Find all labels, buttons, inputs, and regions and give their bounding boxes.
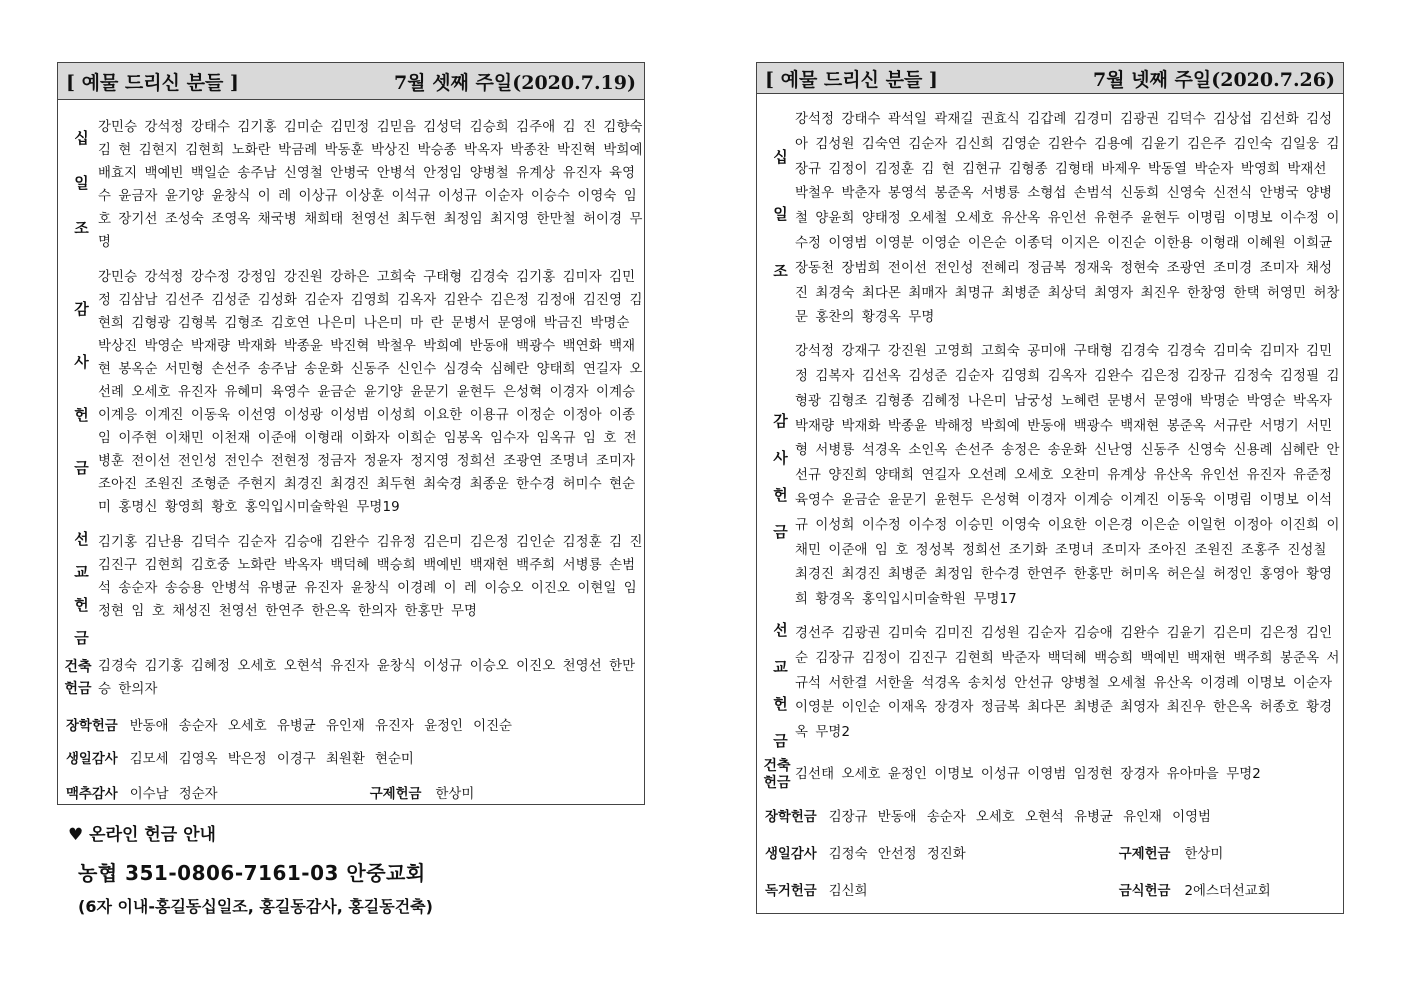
offering-date: 7월 넷째 주일(2020.7.26)	[1093, 68, 1335, 91]
mission-names: 경선주 김광권 김미숙 김미진 김성원 김순자 김승애 김완수 김윤기 김은미 김은정 김인순 김장규 김정이 김진구 김현희 박준자 백덕혜 백승희 백예빈 백재현 백주희 봉준옥 서규석 서한결 서한울 석경옥 송치성 안선규 양병철 오세철 유산옥 이경례 이명보 이순자 이영분 이인순 이재옥 장경자 정금복 최다몬 최병준 최영자 최진우 한은옥 허종호 황경옥 무명2	[795, 625, 1340, 741]
offering-list-week4	[756, 62, 1344, 914]
scholarship-row	[58, 715, 644, 734]
scholarship-names: 김장규 반동애 송순자 오세호 오현석 유병균 유인재 이영범	[828, 809, 1211, 825]
scholarship-row	[757, 806, 1343, 825]
tithe-section	[58, 116, 644, 254]
tithe-names: 강석정 강태수 곽석일 곽재길 권효식 김갑례 김경미 김광권 김덕수 김상섭 김선화 김성아 김성원 김숙연 김순자 김신희 김영순 김완수 김용예 김윤기 김은주 김인숙 김일웅 김장규 김정이 김정훈 김 현 김현규 김형종 김형태 바제우 박동열 박순자 박영희 박재선 박철우 박춘자 봉영석 봉준옥 서병룡 소형섭 손범석 신동희 신영숙 신전식 안병국 양병철 양윤희 양태정 오세철 오세호 유산옥 유인선 유현주 윤현두 이명림 이명보 이수정 이수정 이영범 이영분 이영순 이은순 이종덕 이지은 이진순 이한용 이형래 이혜원 이희균 장동천 장범희 전이선 전인성 전혜리 정금복 정재욱 정현숙 조광연 조미경 조미자 채성진 최경숙 최다몬 최매자 최명규 최병준 최상덕 최영자 최진우 한창영 한택 허영민 허창문 홍찬의 황경옥 무명	[795, 112, 1340, 326]
geumsik-names: 2에스더선교회	[1184, 883, 1271, 899]
offering-date: 7월 셋째 주일(2020.7.19)	[394, 71, 636, 94]
relief-names: 한상미	[1184, 846, 1224, 862]
mission-label: 선 교 헌 금	[72, 531, 90, 645]
thanks-label: 감 사 헌 금	[72, 300, 90, 485]
birthday-row	[58, 748, 644, 767]
tithe-section	[757, 108, 1343, 331]
bank-account: 농협 351-0806-7161-03 안중교회	[78, 861, 426, 885]
mission-section	[58, 531, 644, 645]
dokgeo-label: 독거헌금	[765, 883, 817, 899]
thanks-names: 강민승 강석정 강수정 강정임 강진원 강하은 고희숙 구태형 김경숙 김기홍 김미자 김민정 김삼남 김선주 김성준 김성화 김순자 김영희 김옥자 김완수 김은정 김정애 김진영 김현희 김형광 김형복 김형조 김호연 나은미 나은미 마 란 문병서 문영애 박금진 박명순 박상진 박영순 박재량 박재화 박종윤 박진혁 박철우 박희예 반동애 백광수 백연화 백재현 봉옥순 서민형 손선주 송주남 송운화 신동주 신인수 심경숙 심혜란 양태희 연길자 오선례 오세호 유진자 유혜미 육영수 윤금순 윤기양 윤문기 윤현두 은성혁 이경자 이계승 이계응 이계진 이동욱 이선영 이성광 이성범 이성희 이요한 이용규 이정순 이정아 이종임 이주현 이채민 이천재 이준애 이형래 이화자 이희순 임봉옥 임수자 임옥규 임 호 전병훈 전이선 전인성 전인수 전현정 정금자 정윤자 정지영 정희선 조광연 조명녀 조미자 조아진 조원진 조형준 주현지 최경진 최경진 최두현 최숙경 최종운 한수경 허미수 현순미 홍명신 황영희 황호 홍익입시미술학원 무명19	[98, 270, 643, 515]
tithe-names: 강민승 강석정 강태수 김기홍 김미순 김민정 김믿음 김성덕 김승희 김주애 김 진 김향숙 김 현 김현지 김현희 노화란 박금례 박동훈 박상진 박승종 박옥자 박종찬 박진혁 박희예 배효지 백예빈 백일순 송주남 신영철 안병국 안병석 안정임 양병철 유계상 유진자 육영수 윤금자 윤기양 윤창식 이 레 이상규 이상훈 이석규 이성규 이순자 이승수 이영숙 임 호 장기선 조성숙 조영옥 채국병 채희태 천영선 최두현 최정임 최지영 한만철 허이경 무명	[98, 120, 643, 250]
thanks-names: 강석정 강재구 강진원 고영희 고희숙 공미애 구태형 김경숙 김경숙 김미숙 김미자 김민정 김복자 김선옥 김성준 김순자 김영희 김옥자 김완수 김은정 김장규 김정숙 김정필 김형광 김형조 김형종 김혜정 나은미 남궁성 노혜련 문병서 문영애 박명순 박영순 박옥자 박재량 박재화 박종윤 박해정 박희예 반동애 백광수 백재현 봉준옥 서규란 서명기 서민형 서병룡 석경옥 소인옥 손선주 송정은 송운화 신난영 신동주 신영숙 신용례 심혜란 안선규 양진희 양태희 연길자 오선례 오세호 오찬미 유계상 유산옥 유인선 유진자 유준정 육영수 윤금순 윤문기 윤현두 은성혁 이경자 이계승 이계진 이동욱 이명림 이명보 이석규 이성희 이수정 이수정 이승민 이영숙 이요한 이은경 이은순 이일헌 이정아 이진희 이채민 이준애 임 호 정성복 정희선 조기화 조명녀 조미자 조아진 조원진 조홍주 진성칠 최경진 최경진 최병준 최정임 한수경 한연주 한홍만 허미옥 허은실 허정인 홍영아 황영희 황경옥 홍익입시미술학원 무명17	[795, 344, 1340, 608]
offering-title: [ 예물 드리신 분들 ]	[66, 71, 239, 94]
birthday-row	[757, 843, 1343, 862]
malchu-names: 이수남 정순자	[129, 787, 218, 802]
birthday-label: 생일감사	[66, 752, 118, 767]
scholarship-label: 장학헌금	[765, 809, 817, 825]
building-label: 건축 헌금	[763, 757, 791, 791]
online-note: (6자 이내-홍길동십일조, 홍길동감사, 홍길동건축)	[78, 897, 433, 916]
scholarship-label: 장학헌금	[66, 719, 118, 734]
dokgeo-names: 김신희	[828, 883, 868, 899]
tithe-label: 십 일 조	[771, 149, 789, 291]
online-offering-info	[68, 820, 433, 917]
offering-header	[757, 63, 1343, 94]
offering-title: [ 예물 드리신 분들 ]	[765, 68, 938, 91]
malchu-label: 맥추감사	[66, 787, 118, 802]
thanks-section	[757, 340, 1343, 613]
thanks-section	[58, 266, 644, 519]
building-names: 김선태 오세호 윤정인 이명보 이성규 이영범 임정현 장경자 유아마을 무명2	[795, 767, 1261, 783]
malchu-row	[58, 783, 644, 802]
offering-list-week3	[57, 62, 645, 805]
relief-label: 구제헌금	[1118, 846, 1171, 862]
building-section	[58, 655, 644, 701]
relief-label: 구제헌금	[369, 787, 422, 802]
mission-names: 김기홍 김난용 김덕수 김순자 김승애 김완수 김유정 김은미 김은정 김인순 김정훈 김 진 김진구 김현희 김호중 노화란 박옥자 백덕혜 백승희 백예빈 백재현 백주희 서병룡 손범석 송순자 송승용 안병석 유병균 유진자 윤창식 이경례 이 레 이승오 이진오 이현일 임정현 임 호 채성진 천영선 한연주 한은옥 한의자 한홍만 무명	[98, 535, 643, 619]
birthday-names: 김모세 김영옥 박은정 이경구 최원환 현순미	[129, 752, 414, 767]
thanks-label: 감 사 헌 금	[771, 412, 789, 541]
scholarship-names: 반동애 송순자 오세호 유병균 유인재 유진자 윤정인 이진순	[129, 719, 512, 734]
offering-header	[58, 63, 644, 100]
building-section	[757, 758, 1343, 792]
birthday-label: 생일감사	[765, 846, 817, 862]
geumsik-label: 금식헌금	[1118, 883, 1171, 899]
dokgeo-row	[757, 880, 1343, 899]
online-title: ♥ 온라인 헌금 안내	[68, 825, 216, 845]
building-names: 김경숙 김기홍 김혜정 오세호 오현석 유진자 윤창식 이성규 이승오 이진오 천영선 한만승 한의자	[98, 659, 636, 697]
relief-names: 한상미	[435, 787, 475, 802]
mission-section	[757, 622, 1343, 750]
tithe-label: 십 일 조	[72, 129, 90, 241]
mission-label: 선 교 헌 금	[771, 621, 789, 750]
building-label: 건축 헌금	[64, 659, 92, 697]
birthday-names: 김정숙 안선정 정진화	[828, 846, 966, 862]
